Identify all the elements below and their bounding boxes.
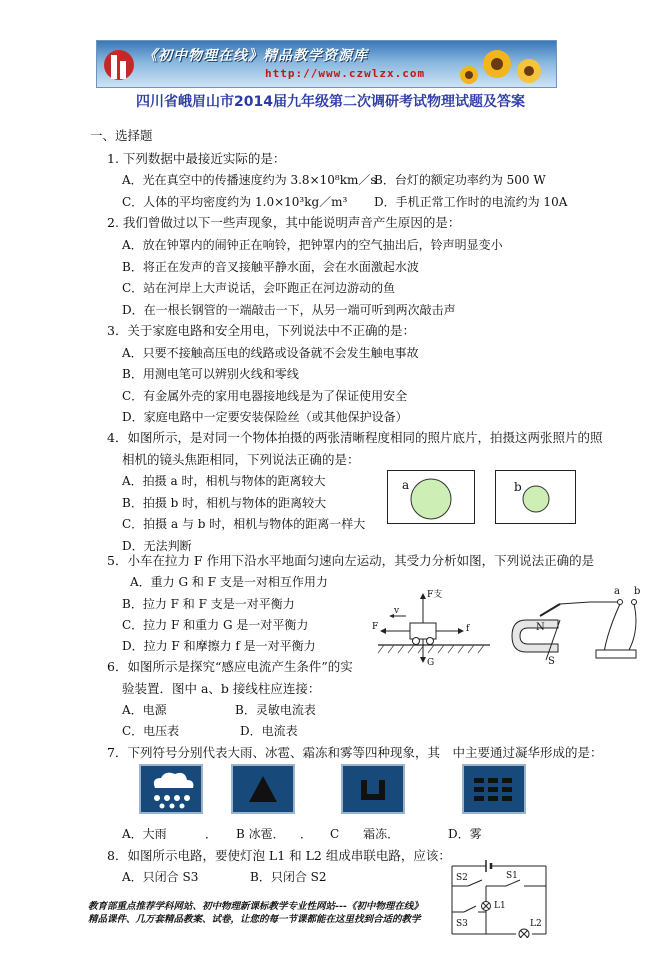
switch-icon [596, 650, 636, 658]
photo-label-b: b [514, 480, 522, 494]
question-5-stem: 5．小车在拉力 F 作用下沿水平地面匀速向左运动，其受力分析如图，下列说法正确的是 [107, 553, 595, 568]
question-2-option-a: A．放在钟罩内的闹钟正在响铃，把钟罩内的空气抽出后，铃声明显变小 [122, 238, 503, 252]
question-3-option-d: D．家庭电路中一定要安装保险丝（或其他保护设备） [122, 410, 408, 424]
question-4-option-a: A．拍摄 a 时，相机与物体的距离较大 [122, 474, 326, 488]
label-s3: S3 [456, 919, 468, 929]
question-1-option-b: B．台灯的额定功率约为 500 W [374, 173, 546, 187]
question-1-option-c: C．人体的平均密度约为 1.0×10³kg／m³ [122, 195, 348, 209]
document-title: 四川省峨眉山市2014届九年级第二次调研考试物理试题及答案 [136, 94, 525, 110]
question-6-stem: 6．如图所示是探究“感应电流产生条件”的实 [107, 659, 353, 674]
question-1-option-d: D．手机正常工作时的电流约为 10A [374, 195, 568, 209]
lamp-l1-icon [482, 902, 491, 911]
banner-title: 《初中物理在线》精品教学资源库 [143, 48, 368, 64]
question-7-dot-2: ． [300, 827, 313, 841]
question-7-option-c: C 霜冻． [330, 827, 400, 841]
label-f-support: F支 [427, 590, 443, 600]
label-pull-force: F [372, 622, 379, 632]
photo-label-a: a [402, 478, 410, 492]
question-3-stem: 3．关于家庭电路和安全用电，下列说法中不正确的是： [107, 323, 415, 338]
question-6-option-b: B．灵敏电流表 [235, 703, 316, 717]
circuit-diagram [446, 856, 554, 938]
question-5-option-a: A．重力 G 和 F 支是一对相互作用力 [130, 575, 328, 589]
label-south-pole: S [548, 656, 555, 667]
logo-icon [104, 50, 134, 80]
banner-url[interactable]: http://www.czwlzx.com [265, 67, 426, 80]
lamp-l2-icon [519, 929, 529, 938]
label-north-pole: N [536, 622, 545, 633]
heavy-rain-symbol-icon [139, 764, 203, 814]
question-7-option-d: D．雾 [448, 827, 482, 841]
large-circle-icon [411, 479, 451, 519]
question-4-stem-cont: 相机的镜头焦距相同，下列说法正确的是： [122, 452, 360, 467]
induction-apparatus [508, 586, 646, 672]
fog-symbol-icon [462, 764, 526, 814]
label-friction: f [466, 624, 470, 634]
question-6-option-c: C．电压表 [122, 724, 180, 738]
question-3-option-c: C．有金属外壳的家用电器接地线是为了保证使用安全 [122, 389, 408, 403]
question-7-option-a: A．大雨 [122, 827, 167, 841]
question-4-option-d: D．无法判断 [122, 539, 192, 553]
question-4-stem: 4．如图所示，是对同一个物体拍摄的两张清晰程度相同的照片底片，拍摄这两张照片的照 [107, 430, 603, 445]
question-8-option-a: A．只闭合 S3 [122, 870, 199, 884]
question-6-option-d: D．电流表 [240, 724, 298, 738]
question-2-option-c: C．站在河岸上大声说话，会吓跑正在河边游动的鱼 [122, 281, 396, 295]
question-4-option-b: B．拍摄 b 时，相机与物体的距离较大 [122, 496, 327, 510]
question-2-option-d: D．在一根长钢管的一端敲击一下，从另一端可听到两次敲击声 [122, 303, 456, 317]
label-l2: L2 [530, 919, 542, 929]
question-2-stem: 2. 我们曾做过以下一些声现象，其中能说明声音产生原因的是： [107, 215, 461, 230]
footer-line-2: 精品课件、几万套精品教案、试卷，让您的每一节课都能在这里找到合适的教学 [88, 914, 421, 925]
horseshoe-magnet-icon [512, 620, 558, 652]
footer-line-1: 教育部重点推荐学科网站、初中物理新课标教学专业性网站---《初中物理在线》 [88, 901, 423, 912]
frost-symbol-icon [341, 764, 405, 814]
label-l1: L1 [494, 901, 506, 911]
question-8-option-b: B．只闭合 S2 [250, 870, 327, 884]
page-footer [88, 900, 423, 926]
label-velocity: v [394, 606, 400, 616]
site-banner [96, 40, 557, 88]
question-6-option-a: A．电源 [122, 703, 167, 717]
photo-negative-b [495, 470, 576, 524]
label-s2: S2 [456, 873, 468, 883]
question-5-option-c: C．拉力 F 和重力 G 是一对平衡力 [122, 618, 309, 632]
label-terminal-a: a [614, 586, 620, 597]
small-circle-icon [523, 486, 549, 512]
question-7-stem: 7．下列符号分别代表大雨、冰雹、霜冻和雾等四种现象，其 中主要通过凝华形成的是： [107, 745, 603, 760]
question-3-option-b: B．用测电笔可以辨别火线和零线 [122, 367, 299, 381]
question-7-dot-1: ． [205, 827, 218, 841]
question-5-option-d: D．拉力 F 和摩擦力 f 是一对平衡力 [122, 639, 316, 653]
question-7-option-b: B 冰雹． [236, 827, 285, 841]
question-1-option-a: A．光在真空中的传播速度约为 3.8×10⁸km／s [122, 173, 377, 187]
question-3-option-a: A．只要不接触高压电的线路或设备就不会发生触电事故 [122, 346, 419, 360]
cart-icon [410, 623, 436, 639]
question-6-stem-cont: 验装置．图中 a、b 接线柱应连接： [122, 681, 321, 696]
question-1-stem: 1. 下列数据中最接近实际的是： [107, 151, 286, 166]
section-heading: 一、选择题 [90, 128, 153, 143]
photo-negative-a [387, 470, 475, 524]
label-terminal-b: b [634, 586, 641, 597]
hail-symbol-icon [231, 764, 295, 814]
force-diagram [370, 583, 500, 668]
question-8-stem: 8．如图所示电路，要使灯泡 L1 和 L2 组成串联电路，应该： [107, 848, 451, 863]
label-gravity: G [427, 658, 435, 668]
label-s1: S1 [506, 871, 518, 881]
question-5-option-b: B．拉力 F 和 F 支是一对平衡力 [122, 597, 295, 611]
question-2-option-b: B．将正在发声的音叉接触平静水面，会在水面激起水波 [122, 260, 419, 274]
question-4-option-c: C．拍摄 a 与 b 时，相机与物体的距离一样大 [122, 517, 366, 531]
